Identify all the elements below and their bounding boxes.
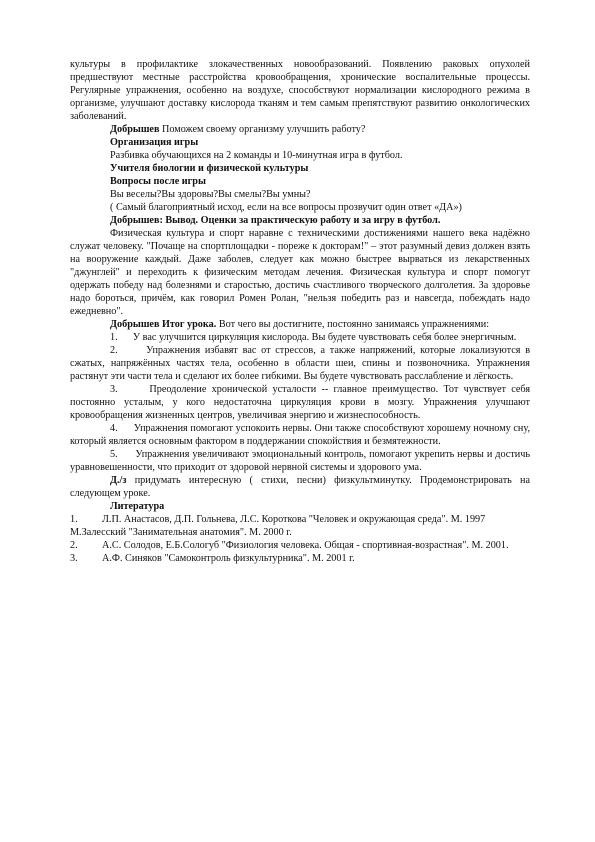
questions-heading: Вопросы после игры [110, 176, 206, 187]
item-number: 4. [110, 423, 118, 434]
lit-text: М.Залесский "Занимательная анатомия". М. 2000 г. [70, 527, 292, 538]
literature-list [70, 513, 530, 565]
summary-text: Вот чего вы достигните, постоянно занимаясь упражнениями: [216, 319, 490, 330]
item-text: Упражнения избавят вас от стрессов, а также напряжений, которые локализуются в сжатых, напряжённых частях тела, особенно в области шеи, спины и позвоночника. Упражнения растянут эти части тела и сделают их более гибкими. Вы будете чувствовать расслабление и лёгкость. [70, 345, 530, 382]
literature-heading: Литература [110, 501, 165, 512]
document-page [70, 58, 530, 565]
speaker-text: Поможем своему организму улучшить работу? [159, 124, 366, 135]
lit-text: А.С. Солодов, Е.Б.Сологуб "Физиология человека. Общая - спортивная-возрастная". М. 2001. [102, 540, 509, 551]
org-text: Разбивка обучающихся на 2 команды и 10-минутная игра в футбол. [110, 150, 403, 161]
dobryshev-question [70, 123, 530, 136]
item-number: 5. [110, 449, 118, 460]
org-heading: Организация игры [110, 137, 199, 148]
item-text: Преодоление хронической усталости -- главное преимущество. Тот чувствует себя постоянно усталым, у кого недостаточна циркуляция крови в мозгу. Упражнения улучшают кровообращения жизненных центров, увеличивая энергию и жизнеспособность. [70, 384, 531, 421]
item-number: 3. [110, 384, 118, 395]
intro-paragraph: культуры в профилактике злокачественных новообразований. Появлению раковых опухолей предшествуют местные расстройства кровообращения, хронические воспалительные процессы. Регулярные упражнения, особенно на воздухе, способствуют нормализации кислородного режима в организме, улучшают доставку кислорода тканям и тем самым препятствуют развитию онкологических заболеваний. [70, 59, 530, 122]
speaker-text: Вывод. Оценки за практическую работу и за игру в футбол. [162, 215, 441, 226]
list-item [70, 448, 530, 474]
list-item [70, 331, 530, 344]
item-number: 1. [110, 332, 118, 343]
item-text: У вас улучшится циркуляция кислорода. Вы будете чувствовать себя более энергичным. [132, 332, 517, 343]
homework-paragraph [70, 474, 530, 500]
teachers-heading: Учителя биологии и физической культуры [110, 163, 309, 174]
literature-item [70, 526, 530, 539]
speaker-name: Добрышев [110, 124, 160, 135]
dobryshev-conclusion [70, 214, 530, 227]
summary-label: Добрышев Итог урока. [110, 319, 217, 330]
speaker-name: Добрышев: [110, 215, 163, 226]
questions-note: ( Самый благоприятный исход, если на все вопросы прозвучит один ответ «ДА») [110, 202, 462, 213]
list-item [70, 344, 530, 383]
main-paragraph: Физическая культура и спорт наравне с техническими достижениями нашего века надёжно служат человеку. "Почаще на спортплощадки - пореже к докторам!" – этот разумный девиз должен взять на вооружение каждый. Даже заболев, следует как можно быстрее вырваться из лекарственных "джунглей" и переходить к физическим методам лечения. Физическая культура и спорт помогут одержать победу над болезнями и старостью, достичь счастливого творческого долголетия. За здоровье надо бороться, причём, как говорил Ромен Ролан, "нельзя победить раз и навсегда, побеждать надо ежедневно". [70, 228, 530, 317]
lit-number: 1. [70, 514, 78, 525]
list-item [70, 422, 530, 448]
homework-label: Д./з [110, 475, 127, 486]
item-text: Упражнения помогают успокоить нервы. Они также способствуют хорошему ночному сну, который является основным фактором в поддержании спокойствия и безмятежности. [70, 423, 531, 447]
lit-text: А.Ф. Синяков "Самоконтроль физкультурника". М. 2001 г. [102, 553, 355, 564]
lit-number: 2. [70, 540, 78, 551]
questions-text: Вы веселы?Вы здоровы?Вы смелы?Вы умны? [110, 189, 311, 200]
item-text: Упражнения увеличивают эмоциональный контроль, помогают укрепить нервы и достичь уравновешенности, что приходит от здоровой нервной системы и здорового ума. [70, 449, 531, 473]
list-item [70, 383, 530, 422]
benefits-list [70, 331, 530, 474]
lit-text: Л.П. Анастасов, Д.П. Гольнева, Л.С. Короткова "Человек и окружающая среда". М. 1997 [102, 514, 486, 525]
literature-item [70, 513, 530, 526]
homework-text: придумать интересную ( стихи, песни) физкультминутку. Продемонстрировать на следующем уроке. [70, 475, 530, 499]
lit-number: 3. [70, 553, 78, 564]
item-number: 2. [110, 345, 118, 356]
literature-item [70, 539, 530, 552]
summary-paragraph [70, 318, 530, 331]
literature-item [70, 552, 530, 565]
